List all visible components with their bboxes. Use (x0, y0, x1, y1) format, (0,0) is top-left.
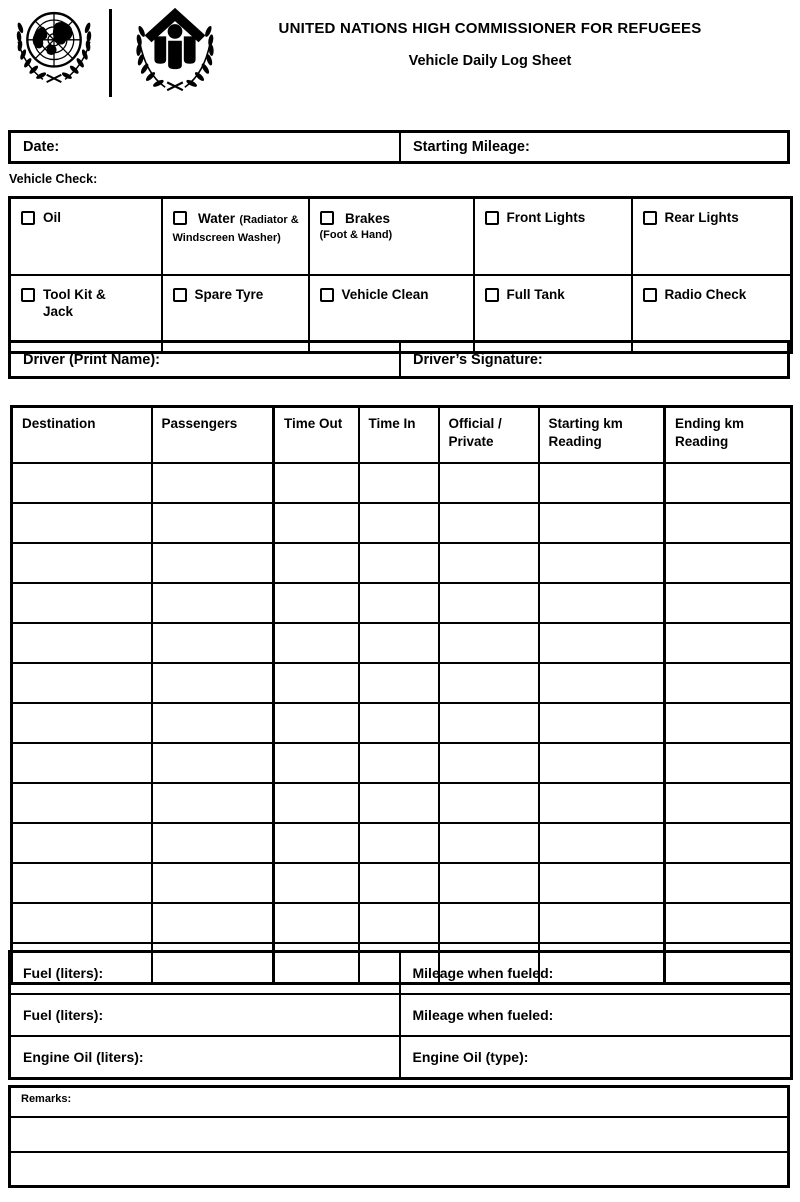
log-table-row (12, 743, 792, 783)
log-cell[interactable] (439, 503, 539, 543)
driver-print-name-label: Driver (Print Name): (23, 351, 160, 368)
starting-mileage-label: Starting Mileage: (413, 139, 530, 155)
column-header-starting-km: Starting km Reading (539, 407, 665, 464)
log-cell[interactable] (274, 503, 359, 543)
vehicle-check-cell-water (162, 198, 309, 276)
mileage-fueled-cell-1 (400, 952, 792, 995)
log-cell[interactable] (152, 663, 274, 703)
fuel-liters-field-1[interactable] (103, 965, 397, 981)
fuel-row (10, 994, 792, 1036)
engine-oil-liters-cell (10, 1036, 400, 1079)
checkbox-label: Tool Kit & Jack (43, 287, 106, 319)
log-cell[interactable] (439, 463, 539, 503)
mileage-fueled-label-2: Mileage when fueled: (412, 1007, 554, 1023)
checkbox-sublabel: (Foot & Hand) (319, 229, 393, 241)
log-cell[interactable] (274, 463, 359, 503)
log-table-row (12, 463, 792, 503)
engine-oil-type-cell (400, 1036, 792, 1079)
fuel-liters-cell-2 (10, 994, 400, 1036)
log-cell[interactable] (539, 743, 665, 783)
log-cell[interactable] (665, 783, 792, 823)
log-cell[interactable] (152, 783, 274, 823)
column-header-time-out: Time Out (274, 407, 359, 464)
front-lights-checkbox[interactable] (485, 211, 499, 225)
column-header-destination: Destination (12, 407, 152, 464)
checkbox-label: Oil (43, 210, 62, 225)
log-cell[interactable] (12, 823, 152, 863)
driver-signature-field[interactable] (543, 343, 787, 376)
log-cell[interactable] (152, 503, 274, 543)
checkbox-sublabel: (Radiator & Windscreen Washer) (172, 214, 299, 244)
vehicle-clean-checkbox[interactable] (320, 288, 334, 302)
log-cell[interactable] (12, 583, 152, 623)
log-cell[interactable] (359, 463, 439, 503)
log-cell[interactable] (359, 903, 439, 943)
log-table-row (12, 503, 792, 543)
log-cell[interactable] (359, 583, 439, 623)
mileage-fueled-cell-2 (400, 994, 792, 1036)
column-header-official-private: Official / Private (439, 407, 539, 464)
log-cell[interactable] (439, 863, 539, 903)
log-cell[interactable] (439, 623, 539, 663)
log-cell[interactable] (359, 543, 439, 583)
log-cell[interactable] (359, 783, 439, 823)
log-cell[interactable] (12, 623, 152, 663)
remarks-line[interactable] (11, 1116, 787, 1151)
vehicle-check-cell-rear-lights (632, 198, 792, 276)
date-label: Date: (23, 139, 60, 155)
un-emblem-logo (6, 3, 102, 95)
log-table-row (12, 903, 792, 943)
log-cell[interactable] (539, 663, 665, 703)
log-cell[interactable] (12, 543, 152, 583)
vehicle-check-table (8, 196, 793, 354)
log-cell[interactable] (12, 903, 152, 943)
log-table-row (12, 703, 792, 743)
log-cell[interactable] (665, 623, 792, 663)
date-mileage-box (8, 130, 790, 164)
starting-mileage-field[interactable] (530, 133, 787, 161)
log-cell[interactable] (539, 703, 665, 743)
log-cell[interactable] (439, 903, 539, 943)
engine-oil-liters-field[interactable] (144, 1049, 398, 1065)
log-cell[interactable] (539, 903, 665, 943)
log-cell[interactable] (152, 543, 274, 583)
engine-oil-liters-label: Engine Oil (liters): (23, 1049, 144, 1065)
log-cell[interactable] (152, 703, 274, 743)
logo-divider (109, 9, 112, 97)
log-table-row (12, 663, 792, 703)
rear-lights-checkbox[interactable] (643, 211, 657, 225)
log-cell[interactable] (12, 783, 152, 823)
driver-signature-cell (401, 343, 787, 376)
log-table-row (12, 823, 792, 863)
log-cell[interactable] (274, 623, 359, 663)
log-cell[interactable] (665, 903, 792, 943)
driver-signature-label: Driver’s Signature: (413, 351, 543, 368)
radio-check-checkbox[interactable] (643, 288, 657, 302)
log-table-header-row (12, 407, 792, 464)
mileage-fueled-field-1[interactable] (553, 965, 789, 981)
log-cell[interactable] (274, 863, 359, 903)
log-cell[interactable] (274, 823, 359, 863)
log-cell[interactable] (274, 903, 359, 943)
log-cell[interactable] (152, 623, 274, 663)
water-checkbox[interactable] (173, 211, 187, 225)
log-cell[interactable] (359, 623, 439, 663)
log-cell[interactable] (359, 703, 439, 743)
checkbox-label: Rear Lights (664, 210, 739, 225)
log-cell[interactable] (274, 543, 359, 583)
checkbox-label: Brakes (344, 211, 390, 226)
log-cell[interactable] (12, 863, 152, 903)
log-cell[interactable] (539, 543, 665, 583)
log-cell[interactable] (665, 503, 792, 543)
log-cell[interactable] (274, 663, 359, 703)
checkbox-label: Spare Tyre (194, 287, 264, 302)
log-cell[interactable] (439, 783, 539, 823)
log-cell[interactable] (12, 663, 152, 703)
log-cell[interactable] (12, 743, 152, 783)
log-cell[interactable] (439, 823, 539, 863)
log-cell[interactable] (359, 743, 439, 783)
log-cell[interactable] (539, 783, 665, 823)
log-table-row (12, 863, 792, 903)
fuel-table (8, 950, 793, 1080)
log-cell[interactable] (665, 463, 792, 503)
fuel-liters-field-2[interactable] (103, 1007, 397, 1023)
checkbox-label: Radio Check (664, 287, 747, 302)
column-header-ending-km: Ending km Reading (665, 407, 792, 464)
log-cell[interactable] (359, 503, 439, 543)
log-cell[interactable] (152, 583, 274, 623)
log-cell[interactable] (359, 823, 439, 863)
column-header-passengers: Passengers (152, 407, 274, 464)
remarks-lines (11, 1116, 787, 1185)
org-title: UNITED NATIONS HIGH COMMISSIONER FOR REFUGEES (278, 20, 702, 37)
log-cell[interactable] (152, 743, 274, 783)
log-cell[interactable] (359, 863, 439, 903)
log-cell[interactable] (539, 583, 665, 623)
checkbox-label: Front Lights (506, 210, 586, 225)
log-cell[interactable] (152, 903, 274, 943)
log-cell[interactable] (539, 623, 665, 663)
log-cell[interactable] (665, 543, 792, 583)
date-field[interactable] (59, 133, 399, 161)
fuel-row (10, 1036, 792, 1079)
log-cell[interactable] (439, 543, 539, 583)
log-cell[interactable] (665, 863, 792, 903)
driver-box (8, 340, 790, 379)
vehicle-check-row (10, 198, 792, 276)
checkbox-label: Vehicle Clean (341, 287, 429, 302)
driver-name-field[interactable] (160, 343, 399, 376)
driver-name-cell (11, 343, 401, 376)
log-cell[interactable] (274, 583, 359, 623)
log-cell[interactable] (274, 743, 359, 783)
trip-log-table (10, 405, 793, 985)
log-cell[interactable] (539, 463, 665, 503)
engine-oil-type-field[interactable] (528, 1049, 789, 1065)
fuel-liters-label-1: Fuel (liters): (23, 965, 104, 981)
log-cell[interactable] (12, 503, 152, 543)
column-header-time-in: Time In (359, 407, 439, 464)
log-cell[interactable] (12, 703, 152, 743)
date-cell (11, 133, 401, 161)
vehicle-check-cell-oil (10, 198, 162, 276)
remarks-line[interactable] (11, 1151, 787, 1186)
log-cell[interactable] (152, 863, 274, 903)
spare-tyre-checkbox[interactable] (173, 288, 187, 302)
remarks-box (8, 1085, 790, 1188)
engine-oil-type-label: Engine Oil (type): (412, 1049, 529, 1065)
log-cell[interactable] (439, 703, 539, 743)
log-cell[interactable] (665, 823, 792, 863)
full-tank-checkbox[interactable] (485, 288, 499, 302)
vehicle-check-section-label: Vehicle Check: (9, 172, 98, 186)
log-cell[interactable] (539, 823, 665, 863)
log-cell[interactable] (359, 663, 439, 703)
log-table-row (12, 583, 792, 623)
log-cell[interactable] (665, 703, 792, 743)
page-title: Vehicle Daily Log Sheet (408, 53, 572, 69)
starting-mileage-cell (401, 133, 787, 161)
log-table-row (12, 783, 792, 823)
mileage-fueled-label-1: Mileage when fueled: (412, 965, 554, 981)
log-cell[interactable] (439, 743, 539, 783)
oil-checkbox[interactable] (21, 211, 35, 225)
log-table-body (12, 463, 792, 984)
fuel-row (10, 952, 792, 995)
checkbox-label: Full Tank (506, 287, 565, 302)
log-cell[interactable] (539, 503, 665, 543)
tool-kit-jack-checkbox[interactable] (21, 288, 35, 302)
log-cell[interactable] (665, 663, 792, 703)
log-table-row (12, 543, 792, 583)
fuel-liters-cell-1 (10, 952, 400, 995)
log-cell[interactable] (152, 823, 274, 863)
vehicle-check-cell-brakes (309, 198, 474, 276)
remarks-label: Remarks: (21, 1093, 72, 1105)
form-header (200, 20, 780, 69)
vehicle-check-cell-front-lights (474, 198, 632, 276)
log-cell[interactable] (665, 743, 792, 783)
log-cell[interactable] (274, 783, 359, 823)
log-cell[interactable] (539, 863, 665, 903)
checkbox-label: Water (197, 211, 235, 226)
log-cell[interactable] (152, 463, 274, 503)
header-logos (6, 3, 231, 101)
brakes-checkbox[interactable] (320, 211, 334, 225)
log-cell[interactable] (12, 463, 152, 503)
log-cell[interactable] (439, 663, 539, 703)
mileage-fueled-field-2[interactable] (553, 1007, 789, 1023)
log-table-row (12, 623, 792, 663)
log-cell[interactable] (439, 583, 539, 623)
log-cell[interactable] (665, 583, 792, 623)
log-cell[interactable] (274, 703, 359, 743)
fuel-liters-label-2: Fuel (liters): (23, 1007, 104, 1023)
